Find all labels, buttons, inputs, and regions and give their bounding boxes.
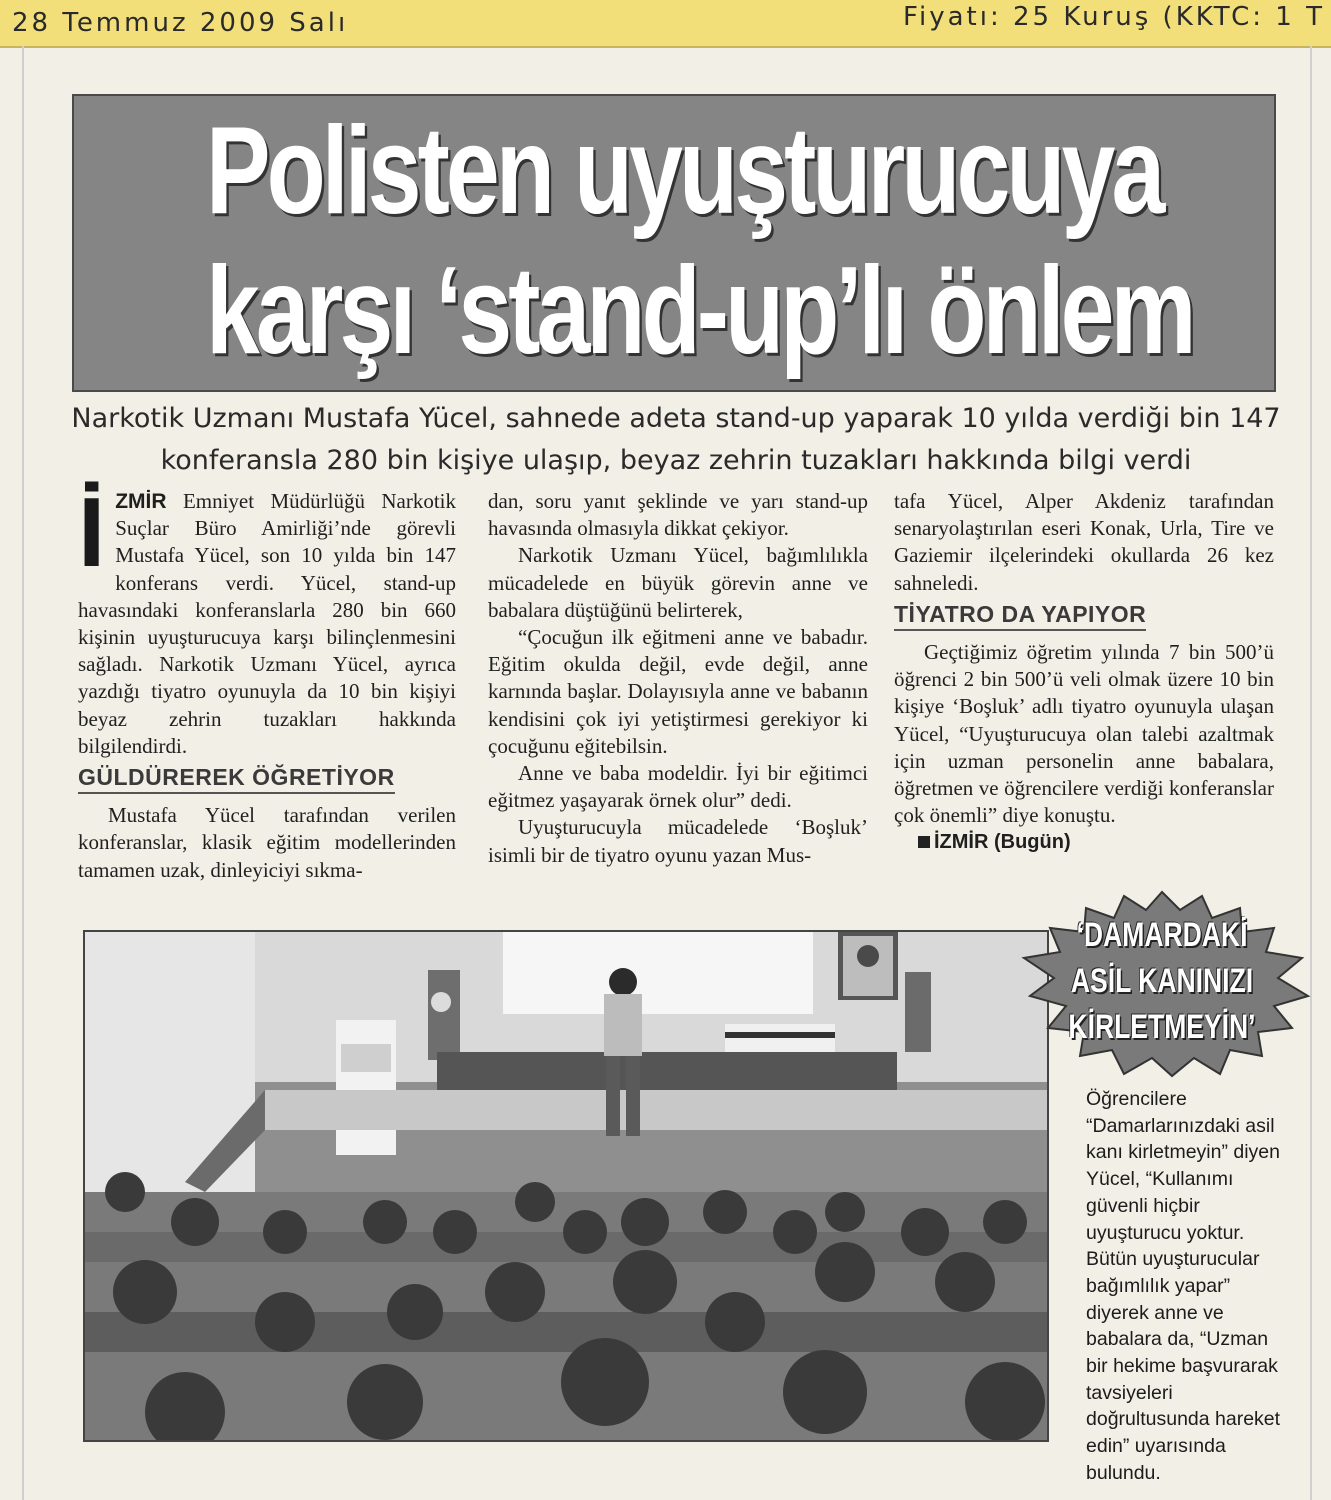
conference-photo-illustration — [85, 932, 1049, 1442]
section-subtitle: GÜLDÜREREK ÖĞRETİYOR — [78, 764, 395, 794]
lead-word: ZMİR — [115, 490, 167, 513]
lead-paragraph — [78, 477, 456, 760]
sidebar-quote-text: Öğrencilere “Damarlarınızdaki asil kanı kirletmeyin” diyen Yücel, “Kullanımı güvenli hiçbir uyuşturucu yoktur. Bütün uyuşturucular bağımlılık yapar” diyerek anne ve babalara da, “Uzman bir hekime başvurarak tavsiyeleri doğrultusunda hareket edin” uyarısında bulundu. — [1086, 1088, 1281, 1484]
paragraph-text: tafa Yücel, Alper Akdeniz tarafından senaryolaştırılan eseri Konak, Urla, Tire ve Gaziemir ilçelerindeki okullarda 26 kez sahneledi. — [894, 489, 1274, 595]
section-subtitle: TİYATRO DA YAPIYOR — [894, 601, 1146, 631]
badge-line-1: ‘DAMARDAKİ — [1076, 916, 1248, 954]
headline-line-1: Polisten uyuşturucuya — [206, 102, 1162, 240]
headline-line-2: karşı ‘stand-up’lı önlem — [206, 242, 1193, 380]
badge-line-3: KİRLETMEYİN’ — [1068, 1008, 1256, 1046]
badge-text — [1045, 912, 1279, 1050]
paragraph-text: Uyuşturucuyla mücadelede ‘Boşluk’ isimli bir de tiyatro oyunu yazan Mus- — [488, 815, 868, 867]
page-edge-line — [1310, 46, 1312, 1500]
subheadline: Narkotik Uzmanı Mustafa Yücel, sahnede adeta stand-up yaparak 10 yılda verdiği bin 147 konferansla 280 bin kişiye ulaşıp, beyaz zehrin tuzakları hakkında bilgi verdi — [71, 403, 1281, 476]
byline-text: İZMİR (Bugün) — [934, 831, 1071, 854]
badge-line-2: ASİL KANINIZI — [1070, 962, 1254, 1000]
paragraph-text: Mustafa Yücel tarafından verilen konferanslar, klasik eğitim modellerinden tamamen uzak, dinleyiciyi sıkma- — [78, 803, 456, 882]
article-column-2 — [488, 488, 868, 869]
date-price-strip — [0, 0, 1331, 48]
paragraph-text: Narkotik Uzmanı Yücel, bağımlılıkla mücadelede en büyük görevin anne ve babalara düştüğünü belirterek, — [488, 543, 868, 622]
paragraph-text: Emniyet Müdürlüğü Narkotik Suçlar Büro Amirliği’nde görevli Mustafa Yücel, son 10 yılda bin 147 konferans verdi. Yücel, stand-up havasındaki konferanslarla 280 bin 660 kişinin uyuşturucuya karşı bilinçlenmesini sağladı. Narkotik Uzmanı Yücel, ayrıca yazdığı tiyatro oyunuyla da 10 bin kişiyi beyaz zehrin tuzakları hakkında bilgilendirdi. — [78, 489, 456, 758]
quote-badge — [1012, 888, 1312, 1078]
quote-paragraph: “Çocuğun ilk eğitmeni anne ve babadır. Eğitim okulda değil, evde değil, anne karnında başlar. Dolayısıyla anne ve babanın kendisini çok iyi yetiştirmesi gerekiyor ki çocuğunu eğitebilsin. — [488, 625, 868, 758]
byline — [918, 829, 1274, 856]
issue-date: 28 Temmuz 2009 Salı — [12, 8, 349, 38]
paragraph-text: dan, soru yanıt şeklinde ve yarı stand-up havasında olmasıyla dikkat çekiyor. — [488, 489, 868, 541]
headline-box — [72, 94, 1276, 392]
drop-cap: İ — [78, 477, 106, 587]
paragraph-text: Geçtiğimiz öğretim yılında 7 bin 500’ü öğrenci 2 bin 500’ü veli olmak üzere 10 bin kişiye ‘Boşluk’ adlı tiyatro oyunuyla ulaşan Yücel, “Uyuşturucuya olan talebi azaltmak için uzman personelin anne babalara, öğretmen ve öğrencilere verdiği konferanslar çok önemli” diye konuştu. — [894, 640, 1274, 828]
conference-photo — [83, 930, 1049, 1442]
byline-square-icon — [918, 836, 930, 848]
article-column-3 — [894, 488, 1274, 857]
article-column-1 — [78, 477, 456, 884]
quote-paragraph: Anne ve baba modeldir. İyi bir eğitimci eğitmez yaşayarak örnek olur” dedi. — [488, 761, 868, 813]
page-edge-line — [22, 46, 24, 1500]
issue-price: Fiyatı: 25 Kuruş (KKTC: 1 T — [902, 2, 1325, 32]
